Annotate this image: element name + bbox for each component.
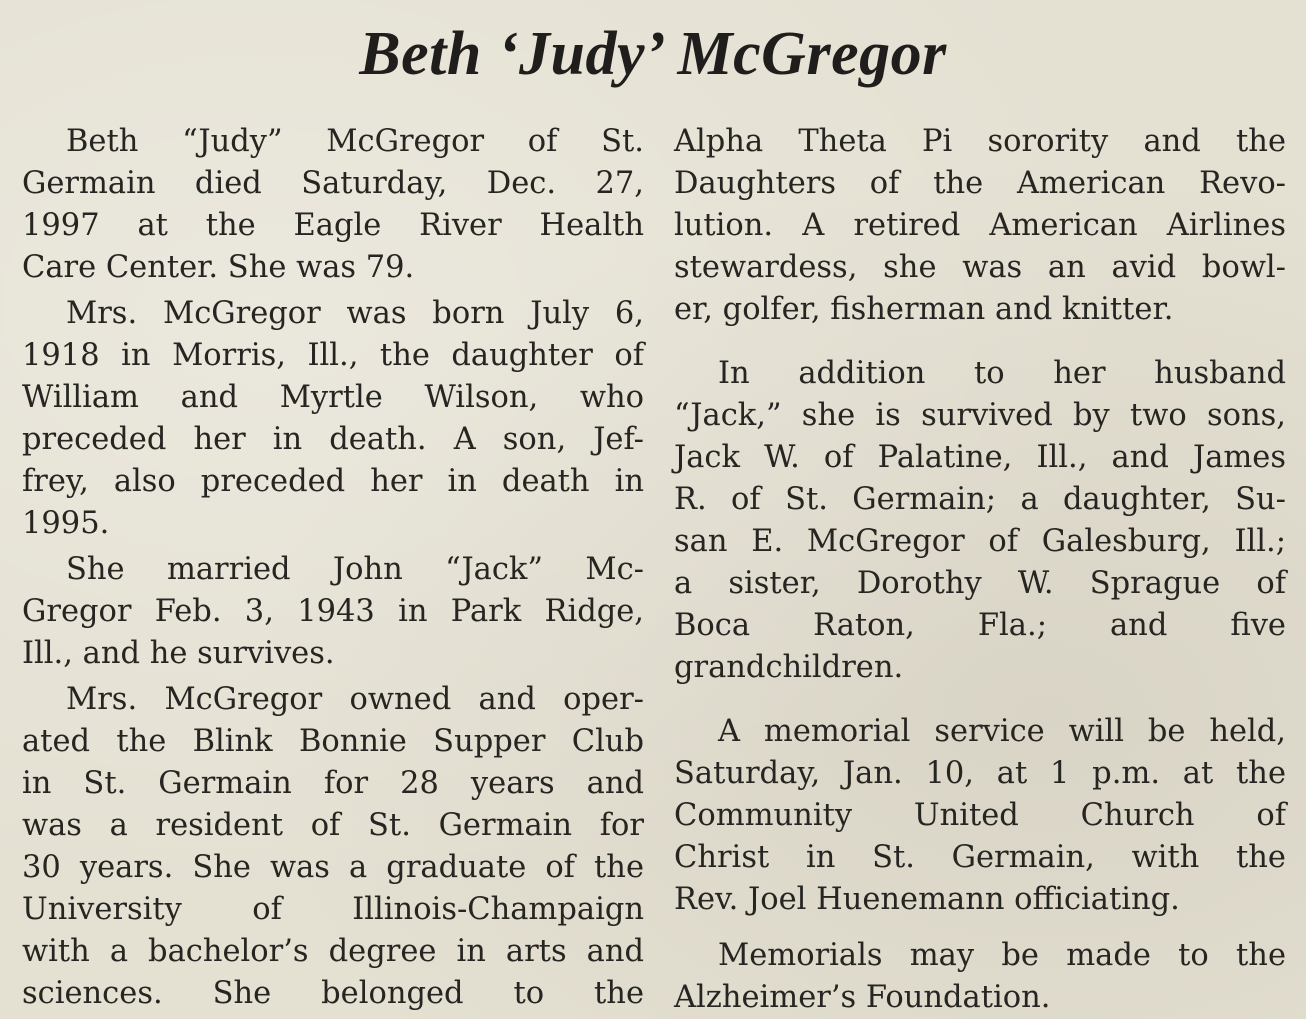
text-line: in St. Germain for 28 years and — [22, 766, 644, 801]
text-line: Alpha Theta Pi sorority and the — [674, 124, 1286, 159]
text-line: Boca Raton, Fla.; and five — [674, 608, 1286, 643]
text-line: Beth “Judy” McGregor of St. — [66, 124, 644, 159]
text-line: 1997 at the Eagle River Health — [22, 208, 644, 243]
text-line: Daughters of the American Revo- — [674, 166, 1286, 201]
text-line: Care Center. She was 79. — [22, 250, 415, 285]
text-line: “Jack,” she is survived by two sons, — [674, 398, 1286, 433]
text-line: er, golfer, fisherman and knitter. — [674, 292, 1174, 327]
text-line: with a bachelor’s degree in arts and — [22, 934, 644, 969]
text-line: stewardess, she was an avid bowl- — [674, 250, 1286, 285]
text-line: A memorial service will be held, — [718, 714, 1286, 749]
text-line: 1995. — [22, 506, 110, 541]
text-line: Saturday, Jan. 10, at 1 p.m. at the — [674, 756, 1286, 791]
text-line: a sister, Dorothy W. Sprague of — [674, 566, 1286, 601]
text-line: Christ in St. Germain, with the — [674, 840, 1286, 875]
text-line: ated the Blink Bonnie Supper Club — [22, 724, 644, 759]
text-line: grandchildren. — [674, 650, 904, 685]
text-line: In addition to her husband — [718, 356, 1286, 391]
text-line: Germain died Saturday, Dec. 27, — [22, 166, 644, 201]
text-line: Mrs. McGregor owned and oper- — [66, 682, 644, 717]
text-line: Memorials may be made to the — [718, 938, 1286, 973]
text-line: san E. McGregor of Galesburg, Ill.; — [674, 524, 1286, 559]
right-text-column — [674, 121, 1286, 1019]
text-line: Alzheimer’s Foundation. — [674, 980, 1051, 1015]
text-line: R. of St. Germain; a daughter, Su- — [674, 482, 1286, 517]
left-text-column — [22, 121, 644, 1015]
text-line: sciences. She belonged to the — [22, 976, 644, 1011]
text-line: frey, also preceded her in death in — [22, 464, 644, 499]
text-line: University of Illinois-Champaign — [22, 892, 644, 927]
text-line: was a resident of St. Germain for — [22, 808, 644, 843]
text-line: lution. A retired American Airlines — [674, 208, 1286, 243]
text-line: Gregor Feb. 3, 1943 in Park Ridge, — [22, 594, 644, 629]
text-line: preceded her in death. A son, Jef- — [22, 422, 644, 457]
text-line: Ill., and he survives. — [22, 636, 335, 671]
text-line: William and Myrtle Wilson, who — [22, 380, 644, 415]
text-line: 30 years. She was a graduate of the — [22, 850, 644, 885]
text-line: She married John “Jack” Mc- — [66, 552, 644, 587]
text-line: Rev. Joel Huenemann officiating. — [674, 882, 1180, 917]
obituary-headline: Beth ‘Judy’ McGregor — [359, 20, 947, 88]
text-line: Community United Church of — [674, 798, 1286, 833]
text-line: 1918 in Morris, Ill., the daughter of — [22, 338, 644, 373]
text-line: Mrs. McGregor was born July 6, — [66, 296, 644, 331]
text-line: Jack W. of Palatine, Ill., and James — [674, 440, 1286, 475]
